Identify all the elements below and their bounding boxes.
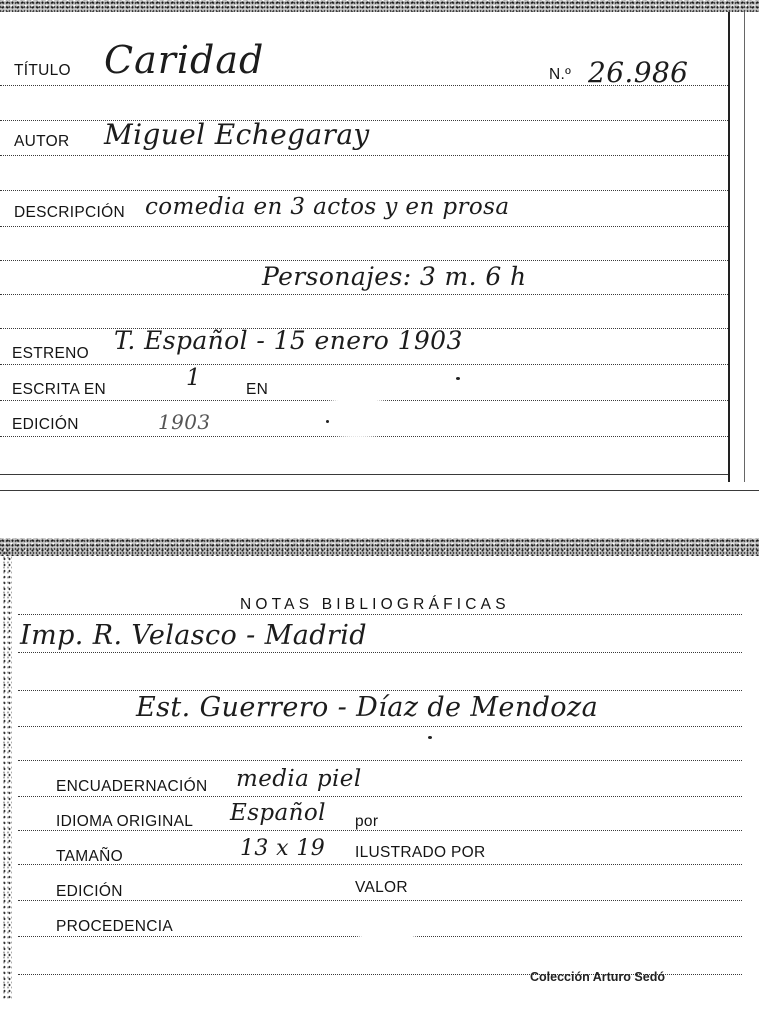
card-right-edge-outer xyxy=(744,12,745,482)
ruled-line xyxy=(0,226,728,227)
label-numero: N.º xyxy=(549,66,572,83)
ruled-line xyxy=(18,652,742,653)
label-por: por xyxy=(355,813,379,830)
ruled-line xyxy=(18,726,742,727)
label-escrita-en: ESCRITA EN xyxy=(12,381,107,398)
label-en: EN xyxy=(246,381,269,398)
ruled-line xyxy=(0,190,728,191)
label-edicion: EDICIÓN xyxy=(12,416,79,433)
ruled-line xyxy=(18,690,742,691)
label-titulo: TÍTULO xyxy=(14,62,71,79)
label-autor: AUTOR xyxy=(14,133,70,150)
scan-speckle-left xyxy=(2,550,12,1000)
handwritten-personajes: Personajes: 3 m. 6 h xyxy=(262,262,527,291)
ruled-line xyxy=(0,474,728,475)
scan-speckle-border xyxy=(0,538,759,556)
handwritten-estreno: T. Español - 15 enero 1903 xyxy=(114,326,463,355)
ruled-line xyxy=(18,614,742,615)
ruled-line xyxy=(18,796,742,797)
handwritten-encuadernacion: media piel xyxy=(236,766,362,792)
notas-bibliograficas-heading: NOTAS BIBLIOGRÁFICAS xyxy=(240,596,510,613)
ruled-line xyxy=(0,294,728,295)
ruled-line xyxy=(0,155,728,156)
label-tamano: TAMAÑO xyxy=(56,848,123,865)
label-descripcion: DESCRIPCIÓN xyxy=(14,204,125,221)
handwritten-tamano: 13 x 19 xyxy=(240,836,326,861)
scan-speckle-border xyxy=(0,0,759,12)
card-bottom-edge xyxy=(0,490,759,491)
handwritten-titulo: Caridad xyxy=(104,38,265,82)
label-procedencia: PROCEDENCIA xyxy=(56,918,173,935)
label-encuadernacion: ENCUADERNACIÓN xyxy=(56,778,208,795)
handwritten-descripcion: comedia en 3 actos y en prosa xyxy=(145,194,510,220)
ruled-line xyxy=(0,260,728,261)
catalog-card-bottom xyxy=(0,538,759,1028)
collection-footer: Colección Arturo Sedó xyxy=(530,970,665,984)
ink-fleck xyxy=(326,420,329,423)
label-ilustrado-por: ILUSTRADO POR xyxy=(355,844,486,861)
label-idioma-original: IDIOMA ORIGINAL xyxy=(56,813,194,830)
erasure-mark xyxy=(326,396,388,436)
erasure-mark xyxy=(362,914,412,966)
ink-fleck xyxy=(428,736,432,739)
ruled-line xyxy=(18,864,742,865)
handwritten-autor: Miguel Echegaray xyxy=(104,118,370,151)
handwritten-numero: 26.986 xyxy=(588,56,689,89)
ink-fleck xyxy=(456,377,460,380)
ruled-line xyxy=(18,900,742,901)
label-estreno: ESTRENO xyxy=(12,345,90,362)
ruled-line xyxy=(0,436,728,437)
card-right-edge xyxy=(728,12,730,482)
handwritten-idioma-original: Español xyxy=(230,800,326,826)
label-edicion: EDICIÓN xyxy=(56,883,123,900)
catalog-card-top xyxy=(0,0,759,494)
ruled-line xyxy=(18,760,742,761)
handwritten-escrita-en: 1 xyxy=(186,365,202,391)
label-valor: VALOR xyxy=(355,879,408,896)
handwritten-nota-estreno: Est. Guerrero - Díaz de Mendoza xyxy=(136,692,599,723)
handwritten-nota-imprenta: Imp. R. Velasco - Madrid xyxy=(20,620,367,651)
handwritten-edicion: 1903 xyxy=(158,410,211,434)
ruled-line xyxy=(0,364,728,365)
